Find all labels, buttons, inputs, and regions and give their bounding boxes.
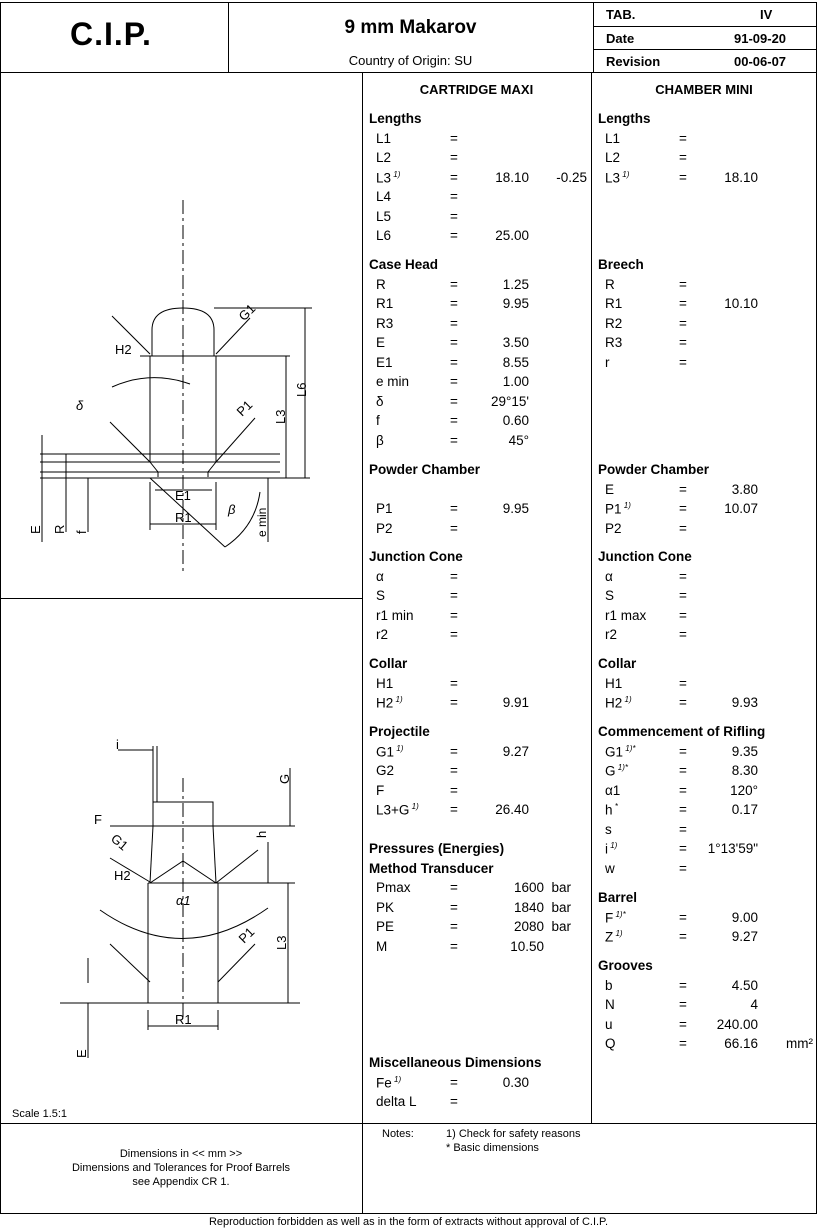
row-value: 0.17 — [731, 802, 758, 817]
row-label: α — [376, 568, 384, 584]
row-label: H1 — [376, 675, 394, 691]
row-label: r2 — [605, 627, 618, 642]
row-value: 8.55 — [502, 354, 529, 370]
chamber-grooves-row — [605, 1036, 813, 1055]
tab-label: TAB. — [606, 7, 636, 22]
chamber-rifling-row — [605, 861, 813, 880]
column-divider — [591, 72, 592, 1123]
row-equals: = — [679, 860, 687, 876]
row-value: 8.30 — [731, 763, 758, 778]
chamber-junction-cone-row — [605, 569, 813, 588]
label-f: f — [74, 530, 89, 534]
label-g1: G1 — [108, 830, 131, 854]
tab-row-line-1 — [593, 26, 817, 27]
row-label: N — [605, 997, 615, 1012]
row-label: G1 $^{1)*}$ — [605, 743, 636, 759]
row-label: S — [376, 588, 386, 603]
cartridge-powder-chamber-row — [376, 501, 589, 520]
chamber-barrel-row — [605, 910, 813, 929]
cip-logo: C.I.P. — [70, 16, 152, 52]
chamber-grooves-row — [605, 997, 813, 1016]
chamber-rifling-row — [605, 744, 813, 763]
row-label: u — [605, 1016, 613, 1032]
row-label: delta L — [376, 1094, 417, 1109]
chamber-rifling-row — [605, 822, 813, 841]
cartridge-projectile-row — [376, 763, 589, 782]
label-alpha1: α1 — [176, 893, 191, 908]
cartridge-pressures-method: Method Transducer — [369, 860, 494, 876]
row-equals: = — [450, 588, 458, 603]
row-equals: = — [450, 335, 458, 350]
chamber-breech-row — [605, 335, 813, 354]
chamber-grooves-row — [605, 978, 813, 997]
label-h: h — [254, 830, 269, 838]
row-value: 10.10 — [724, 296, 758, 311]
row-label: R3 — [605, 335, 623, 350]
row-equals: = — [450, 208, 458, 224]
label-g1: G1 — [235, 300, 259, 324]
chamber-lengths-row — [605, 170, 813, 189]
cartridge-case-head-row — [376, 374, 589, 393]
chamber-lengths-row — [605, 131, 813, 150]
row-label: G1 $^{1)}$ — [376, 743, 404, 759]
chamber-rifling-row — [605, 783, 813, 802]
cartridge-case-head-row — [376, 277, 589, 296]
row-equals: = — [679, 841, 687, 856]
row-value: 4.50 — [731, 977, 758, 993]
row-value: 120° — [730, 782, 758, 798]
row-equals: = — [450, 228, 458, 243]
row-value: 1600 — [513, 880, 544, 895]
row-label: s — [605, 821, 612, 837]
row-label: L3 $^{1)}$ — [605, 169, 630, 185]
cartridge-junction-cone-title: Junction Cone — [369, 549, 463, 564]
row-label: M — [376, 938, 388, 954]
row-equals: = — [450, 899, 458, 915]
label-r1: R1 — [175, 510, 192, 525]
row-value: 18.10 — [724, 169, 758, 185]
cartridge-heading: CARTRIDGE MAXI — [419, 82, 534, 97]
row-equals: = — [679, 588, 687, 603]
drawing-right — [362, 72, 363, 1213]
row-value: 25.00 — [495, 228, 529, 243]
page-title: 9 mm Makarov — [344, 17, 477, 38]
row-value: 10.50 — [510, 938, 544, 954]
cartridge-misc-row — [376, 1094, 589, 1113]
chamber-powder-chamber-title: Powder Chamber — [598, 462, 710, 477]
row-label: f — [376, 413, 380, 428]
cartridge-misc-row — [376, 1075, 589, 1094]
row-equals: = — [450, 763, 458, 778]
revision-value: 00-06-07 — [734, 54, 787, 69]
row-label: P2 — [605, 520, 622, 536]
chamber-drawing — [0, 598, 362, 1123]
row-equals: = — [679, 296, 687, 311]
row-label: Fe $^{1)}$ — [376, 1074, 402, 1090]
chamber-rifling-title: Commencement of Rifling — [598, 724, 766, 739]
row-label: S — [605, 588, 615, 603]
country-origin: Country of Origin: SU — [348, 53, 473, 68]
row-value: 66.16 — [724, 1036, 758, 1051]
row-value: 9.95 — [502, 296, 529, 311]
row-value: 29°15' — [490, 393, 529, 409]
row-value: 45° — [508, 432, 529, 448]
row-value: 4 — [750, 997, 758, 1012]
cartridge-case-head-title: Case Head — [369, 257, 439, 272]
revision-label: Revision — [606, 54, 661, 69]
label-l6: L6 — [294, 382, 309, 397]
cartridge-lengths-row — [376, 170, 589, 189]
cartridge-case-head-row — [376, 296, 589, 315]
row-equals: = — [450, 607, 458, 623]
row-value: 240.00 — [716, 1016, 758, 1032]
cartridge-case-head-row — [376, 433, 589, 452]
row-equals: = — [679, 607, 687, 623]
cartridge-pressures-title: Pressures (Energies) — [369, 841, 505, 856]
chamber-grooves-title: Grooves — [598, 958, 653, 973]
scale-label: Scale 1.5:1 — [12, 1108, 68, 1120]
cartridge-pressures-row — [376, 880, 589, 899]
row-equals: = — [450, 501, 458, 516]
row-equals: = — [679, 695, 687, 710]
note-2: * Basic dimensions — [446, 1142, 539, 1154]
row-equals: = — [679, 802, 687, 817]
row-equals: = — [450, 189, 458, 204]
row-value: 26.40 — [495, 802, 529, 817]
chamber-junction-cone-row — [605, 627, 813, 646]
chamber-junction-cone-row — [605, 588, 813, 607]
row-label: G $^{1)*}$ — [605, 763, 628, 779]
row-equals: = — [450, 276, 458, 292]
row-label: e min — [376, 374, 410, 389]
row-value: 9.91 — [502, 695, 529, 710]
label-e: E — [28, 525, 43, 534]
row-unit: bar — [551, 919, 571, 934]
row-equals: = — [679, 977, 687, 993]
row-value: 0.30 — [502, 1074, 529, 1090]
row-equals: = — [450, 919, 458, 934]
row-equals: = — [679, 929, 687, 944]
row-equals: = — [679, 335, 687, 350]
row-equals: = — [679, 276, 687, 292]
chamber-collar-row — [605, 676, 813, 695]
cartridge-misc-title: Miscellaneous Dimensions — [369, 1055, 542, 1070]
cartridge-lengths-row — [376, 189, 589, 208]
note-1: 1) Check for safety reasons — [446, 1128, 581, 1140]
label-f: F — [94, 812, 102, 827]
chamber-lengths-row — [605, 150, 813, 169]
label-g: G — [277, 773, 292, 784]
chamber-powder-chamber-row — [605, 521, 813, 540]
row-value: 3.80 — [731, 481, 758, 497]
row-value: 1.00 — [502, 374, 529, 389]
row-unit: bar — [551, 880, 571, 895]
cartridge-case-head-row — [376, 316, 589, 335]
row-equals: = — [450, 627, 458, 642]
row-equals: = — [450, 169, 458, 185]
chamber-grooves-row — [605, 1017, 813, 1036]
chamber-rifling-row — [605, 802, 813, 821]
cartridge-lengths-row — [376, 131, 589, 150]
row-label: P1 — [376, 501, 393, 516]
row-equals: = — [679, 1016, 687, 1032]
date-value: 91-09-20 — [734, 31, 787, 46]
row-label: H2 $^{1)}$ — [376, 695, 403, 711]
cartridge-pressures-row — [376, 939, 589, 958]
row-label: L1 — [376, 130, 392, 146]
row-equals: = — [450, 1094, 458, 1109]
row-equals: = — [679, 150, 687, 165]
row-label: L3 $^{1)}$ — [376, 169, 401, 185]
label-i: i — [116, 737, 119, 752]
chamber-barrel-title: Barrel — [598, 890, 638, 905]
date-label: Date — [606, 31, 635, 46]
row-value: 0.60 — [502, 413, 529, 428]
row-label: Z $^{1)}$ — [605, 929, 623, 945]
row-equals: = — [450, 150, 458, 165]
chamber-breech-title: Breech — [598, 257, 644, 272]
label-p1: P1 — [233, 397, 256, 420]
row-value: 3.50 — [502, 335, 529, 350]
cartridge-junction-cone-row — [376, 569, 589, 588]
row-equals: = — [679, 743, 687, 759]
row-label: r — [605, 354, 610, 370]
row-label: H1 — [605, 675, 623, 691]
row-label: L2 — [605, 150, 621, 165]
tab-value: IV — [760, 7, 773, 22]
row-value: 9.95 — [502, 501, 529, 516]
row-equals: = — [450, 782, 458, 798]
row-equals: = — [450, 130, 458, 146]
cartridge-case-head-row — [376, 355, 589, 374]
row-label: E — [376, 335, 386, 350]
row-value: 9.93 — [731, 695, 758, 710]
row-equals: = — [679, 782, 687, 798]
row-equals: = — [450, 802, 458, 817]
row-label: r1 min — [376, 607, 414, 623]
row-value: 9.27 — [502, 743, 529, 759]
row-equals: = — [450, 354, 458, 370]
label-r: R — [52, 524, 67, 534]
row-value: 1°13'59" — [707, 841, 758, 856]
row-equals: = — [450, 432, 458, 448]
row-equals: = — [450, 938, 458, 954]
cartridge-powder-chamber-title: Powder Chamber — [369, 462, 481, 477]
cartridge-case-head-row — [376, 394, 589, 413]
cartridge-pressures-row — [376, 900, 589, 919]
label-delta: δ — [76, 398, 84, 413]
row-label: L3+G $^{1)}$ — [376, 802, 419, 818]
chamber-breech-row — [605, 355, 813, 374]
row-value: 1.25 — [502, 276, 529, 292]
row-unit: mm² — [786, 1036, 813, 1051]
label-h2: H2 — [115, 342, 132, 357]
label-e1: E1 — [175, 488, 191, 503]
footer-bottom — [0, 1213, 817, 1214]
chamber-breech-row — [605, 277, 813, 296]
row-label: r1 max — [605, 607, 647, 623]
cartridge-projectile-row — [376, 802, 589, 821]
row-label: P1 $^{1)}$ — [605, 501, 631, 517]
cartridge-powder-chamber-row — [376, 521, 589, 540]
row-label: E — [605, 481, 615, 497]
row-label: b — [605, 977, 613, 993]
row-equals: = — [679, 821, 687, 837]
row-label: PK — [376, 899, 395, 915]
label-r1: R1 — [175, 1012, 192, 1027]
row-label: r2 — [376, 627, 389, 642]
cartridge-projectile-row — [376, 783, 589, 802]
dims-line-2: Dimensions and Tolerances for Proof Barrels — [71, 1162, 291, 1174]
chamber-junction-cone-row — [605, 608, 813, 627]
row-label: F $^{1)*}$ — [605, 909, 626, 925]
row-equals: = — [679, 169, 687, 185]
chamber-heading: CHAMBER MINI — [655, 82, 753, 97]
row-value: 9.35 — [731, 743, 758, 759]
cartridge-case-head-row — [376, 413, 589, 432]
chamber-powder-chamber-row — [605, 482, 813, 501]
cartridge-projectile-title: Projectile — [369, 724, 430, 739]
chamber-collar-row — [605, 695, 813, 714]
row-label: R1 — [376, 296, 394, 311]
row-equals: = — [679, 568, 687, 584]
chamber-junction-cone-title: Junction Cone — [598, 549, 692, 564]
label-l3: L3 — [273, 409, 288, 424]
cartridge-lengths-row — [376, 150, 589, 169]
row-equals: = — [450, 393, 458, 409]
chamber-rifling-row — [605, 763, 813, 782]
chamber-rifling-row — [605, 841, 813, 860]
cartridge-junction-cone-row — [376, 627, 589, 646]
row-equals: = — [679, 909, 687, 925]
row-label: Pmax — [376, 880, 411, 895]
row-equals: = — [450, 675, 458, 691]
row-label: R3 — [376, 315, 394, 331]
row-label: R — [376, 276, 386, 292]
row-equals: = — [679, 675, 687, 691]
cartridge-collar-row — [376, 676, 589, 695]
row-equals: = — [679, 481, 687, 497]
row-label: L6 — [376, 228, 392, 243]
row-equals: = — [679, 130, 687, 146]
tab-row-line-2 — [593, 49, 817, 50]
row-equals: = — [679, 520, 687, 536]
row-label: w — [605, 860, 615, 876]
chamber-barrel-row — [605, 929, 813, 948]
row-label: R2 — [605, 315, 623, 331]
row-label: P2 — [376, 520, 393, 536]
tab-divider — [593, 2, 594, 72]
row-label: R — [605, 276, 615, 292]
cartridge-junction-cone-row — [376, 608, 589, 627]
row-label: δ — [376, 393, 384, 409]
row-label: F — [376, 782, 385, 798]
row-label: L4 — [376, 189, 392, 204]
row-label: α1 — [605, 782, 621, 798]
row-value: 10.07 — [724, 501, 758, 516]
row-equals: = — [450, 374, 458, 389]
row-equals: = — [450, 695, 458, 710]
row-label: β — [376, 432, 384, 448]
row-label: L2 — [376, 150, 392, 165]
row-label: L5 — [376, 208, 392, 224]
chamber-breech-row — [605, 316, 813, 335]
cartridge-drawing — [0, 72, 362, 598]
row-value: 9.00 — [731, 909, 758, 925]
footer-top — [0, 1123, 817, 1124]
dims-line-3: see Appendix CR 1. — [132, 1176, 230, 1188]
row-label: H2 $^{1)}$ — [605, 695, 632, 711]
row-tolerance: -0.25 — [556, 169, 587, 185]
chamber-lengths-title: Lengths — [598, 111, 651, 126]
row-equals: = — [450, 880, 458, 895]
row-label: L1 — [605, 130, 621, 146]
row-label: R1 — [605, 296, 623, 311]
chamber-breech-row — [605, 296, 813, 315]
cartridge-collar-row — [376, 695, 589, 714]
row-label: h * — [605, 802, 618, 818]
row-equals: = — [450, 296, 458, 311]
row-equals: = — [450, 743, 458, 759]
label-beta: β — [228, 502, 236, 517]
row-equals: = — [450, 520, 458, 536]
row-equals: = — [679, 763, 687, 778]
row-label: PE — [376, 919, 395, 934]
row-equals: = — [679, 997, 687, 1012]
row-unit: bar — [551, 899, 571, 915]
row-equals: = — [679, 354, 687, 370]
label-e: E — [74, 1049, 89, 1058]
row-label: α — [605, 568, 613, 584]
row-value: 2080 — [513, 919, 544, 934]
row-equals: = — [450, 315, 458, 331]
cartridge-pressures-row — [376, 919, 589, 938]
row-value: 1840 — [513, 899, 544, 915]
cartridge-junction-cone-row — [376, 588, 589, 607]
row-equals: = — [450, 568, 458, 584]
cartridge-lengths-title: Lengths — [369, 111, 422, 126]
row-label: Q — [605, 1036, 616, 1051]
notes-label: Notes: — [382, 1128, 414, 1140]
label-l3: L3 — [274, 935, 289, 950]
chamber-collar-title: Collar — [598, 656, 637, 671]
row-equals: = — [679, 627, 687, 642]
cartridge-lengths-row — [376, 228, 589, 247]
row-label: E1 — [376, 354, 393, 370]
row-value: 18.10 — [495, 169, 529, 185]
reproduction-notice: Reproduction forbidden as well as in the form of extracts without approval of C.I.P. — [208, 1216, 609, 1228]
chamber-powder-chamber-row — [605, 501, 813, 520]
dims-line-1: Dimensions in << mm >> — [119, 1148, 243, 1160]
row-equals: = — [679, 315, 687, 331]
border-top — [0, 2, 817, 3]
cartridge-projectile-row — [376, 744, 589, 763]
row-value: 9.27 — [731, 929, 758, 944]
cartridge-lengths-row — [376, 209, 589, 228]
row-equals: = — [450, 413, 458, 428]
row-equals: = — [450, 1074, 458, 1090]
label-p1: P1 — [235, 924, 258, 947]
row-equals: = — [679, 1036, 687, 1051]
label-emin: e min — [255, 507, 269, 537]
row-label: G2 — [376, 763, 395, 778]
row-equals: = — [679, 501, 687, 516]
cartridge-case-head-row — [376, 335, 589, 354]
label-h2: H2 — [114, 868, 131, 883]
cartridge-collar-title: Collar — [369, 656, 408, 671]
row-label: i $^{1)}$ — [605, 841, 618, 857]
